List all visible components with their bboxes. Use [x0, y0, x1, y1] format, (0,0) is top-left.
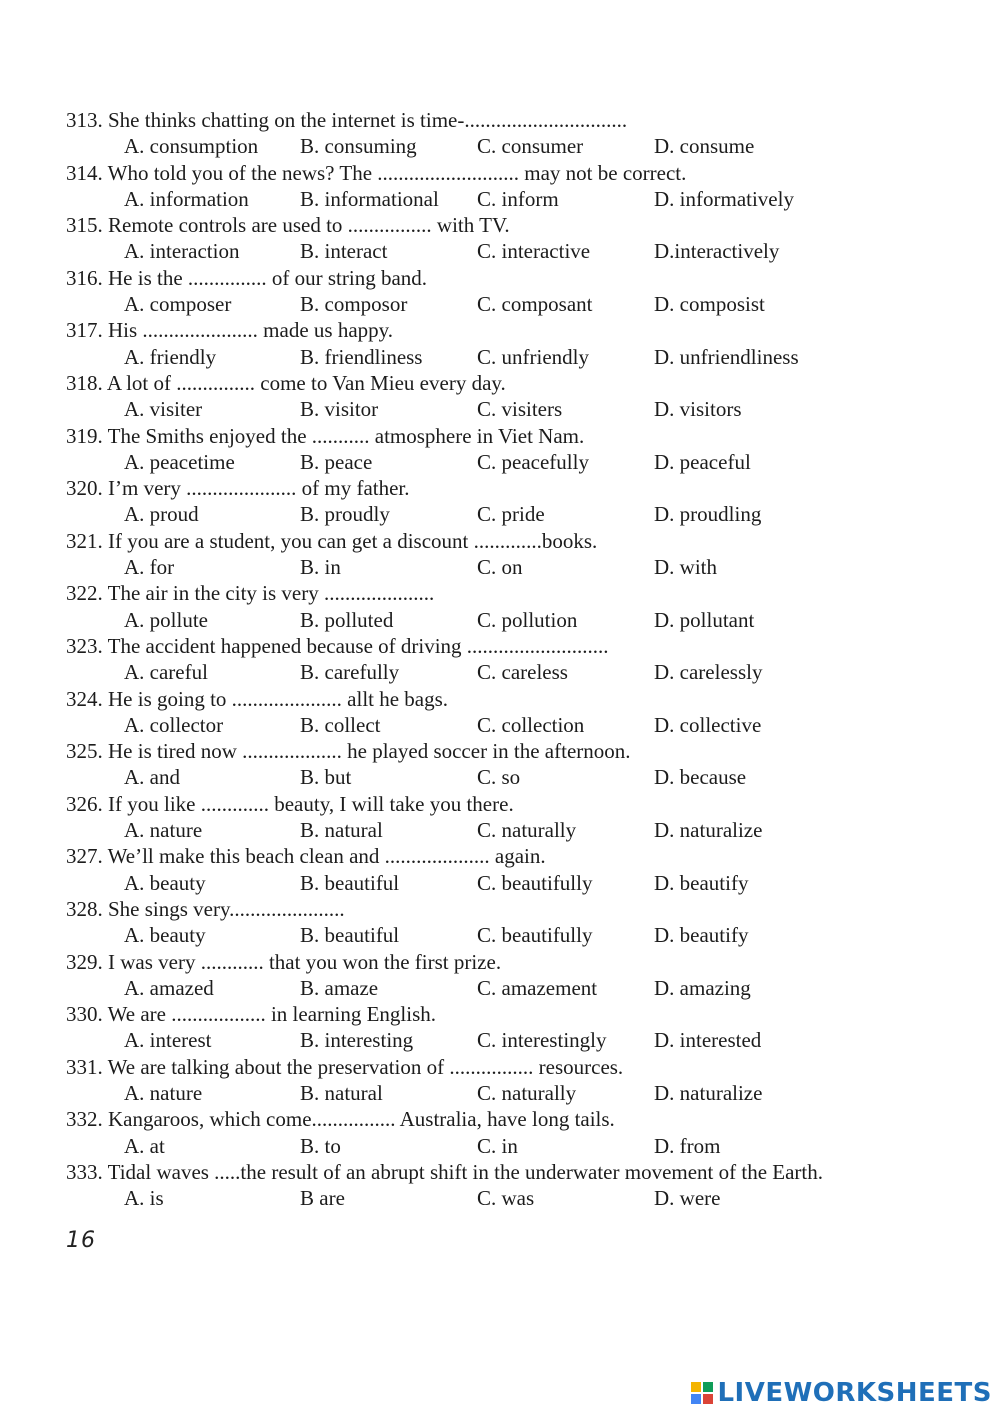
options-row — [0, 1185, 1000, 1211]
question-317 — [0, 317, 1000, 370]
option-b: B. to — [300, 1133, 341, 1158]
option-a: A. proud — [124, 502, 199, 527]
options-row — [0, 396, 1000, 422]
brand-watermark — [691, 1375, 992, 1411]
option-a: A. consumption — [124, 134, 259, 159]
question-number: 326. — [66, 791, 103, 816]
option-c: C. so — [477, 765, 521, 790]
question-stem — [0, 843, 1000, 869]
option-d: D. beautify — [654, 870, 749, 895]
question-333 — [0, 1159, 1000, 1212]
question-stem — [0, 475, 1000, 501]
options-row — [0, 449, 1000, 475]
option-d: D. peaceful — [654, 449, 751, 474]
options-row — [0, 1027, 1000, 1053]
question-326 — [0, 791, 1000, 844]
option-b: B. but — [300, 765, 352, 790]
question-331 — [0, 1054, 1000, 1107]
question-number: 328. — [66, 896, 103, 921]
option-d: D. composist — [654, 292, 765, 317]
option-b: B. polluted — [300, 607, 394, 632]
option-b: B. interact — [300, 239, 388, 264]
question-text: Kangaroos, which come................ Australia, have long tails. — [108, 1107, 615, 1132]
options-row — [0, 238, 1000, 264]
question-number: 331. — [66, 1054, 103, 1079]
option-a: A. pollute — [124, 607, 208, 632]
options-row — [0, 659, 1000, 685]
option-b: B. informational — [300, 186, 439, 211]
option-a: A. information — [124, 186, 249, 211]
question-number: 316. — [66, 265, 103, 290]
option-d: D.interactively — [654, 239, 780, 264]
question-text: Remote controls are used to ................ with TV. — [108, 213, 510, 238]
question-number: 324. — [66, 686, 103, 711]
option-d: D. proudling — [654, 502, 762, 527]
question-329 — [0, 949, 1000, 1002]
options-row — [0, 291, 1000, 317]
question-321 — [0, 528, 1000, 581]
question-number: 313. — [66, 108, 103, 132]
question-number: 330. — [66, 1002, 103, 1027]
options-row — [0, 975, 1000, 1001]
option-a: A. is — [124, 1186, 164, 1211]
question-stem — [0, 1106, 1000, 1132]
question-text: He is going to ..................... allt he bags. — [108, 686, 449, 711]
option-d: D. visitors — [654, 397, 742, 422]
option-b: B. collect — [300, 712, 381, 737]
question-number: 325. — [66, 739, 103, 764]
option-c: C. unfriendly — [477, 344, 589, 369]
options-row — [0, 133, 1000, 159]
question-stem — [0, 791, 1000, 817]
question-number: 315. — [66, 213, 103, 238]
option-d: D. naturalize — [654, 818, 763, 843]
question-number: 319. — [66, 423, 103, 448]
option-b: B. consuming — [300, 134, 417, 159]
option-a: A. for — [124, 555, 175, 580]
brand-name: LIVEWORKSHEETS — [717, 1378, 992, 1408]
question-stem — [0, 633, 1000, 659]
option-a: A. interaction — [124, 239, 240, 264]
question-text: We are talking about the preservation of ................ resources. — [107, 1054, 624, 1079]
option-d: D. from — [654, 1133, 721, 1158]
options-row — [0, 501, 1000, 527]
question-text: He is the ............... of our string band. — [108, 265, 428, 290]
option-d: D. pollutant — [654, 607, 755, 632]
question-318 — [0, 370, 1000, 423]
question-text: She thinks chatting on the internet is time-............................... — [108, 108, 628, 132]
options-row — [0, 554, 1000, 580]
question-text: The Smiths enjoyed the ........... atmosphere in Viet Nam. — [107, 423, 585, 448]
option-a: A. beauty — [124, 923, 206, 948]
question-323 — [0, 633, 1000, 686]
question-stem — [0, 212, 1000, 238]
option-b: B. natural — [300, 818, 383, 843]
option-d: D. interested — [654, 1028, 762, 1053]
question-324 — [0, 686, 1000, 739]
question-stem — [0, 107, 1000, 133]
option-d: D. amazing — [654, 975, 751, 1000]
option-d: D. consume — [654, 134, 755, 159]
liveworksheets-logo-icon — [691, 1382, 713, 1404]
option-a: A. peacetime — [124, 449, 235, 474]
question-number: 320. — [66, 476, 103, 501]
options-row — [0, 1133, 1000, 1159]
option-a: A. and — [124, 765, 180, 790]
option-a: A. composer — [124, 292, 232, 317]
option-d: D. with — [654, 555, 717, 580]
option-d: D. informatively — [654, 186, 794, 211]
option-d: D. unfriendliness — [654, 344, 799, 369]
question-text: The accident happened because of driving ........................... — [107, 633, 609, 658]
options-row — [0, 817, 1000, 843]
option-a: A. interest — [124, 1028, 212, 1053]
question-322 — [0, 580, 1000, 633]
option-a: A. nature — [124, 1080, 203, 1105]
option-b: B. interesting — [300, 1028, 414, 1053]
option-a: A. beauty — [124, 870, 206, 895]
option-c: C. beautifully — [477, 870, 593, 895]
question-stem — [0, 896, 1000, 922]
question-325 — [0, 738, 1000, 791]
question-stem — [0, 528, 1000, 554]
question-327 — [0, 843, 1000, 896]
option-a: A. friendly — [124, 344, 217, 369]
question-314 — [0, 160, 1000, 213]
option-b: B. in — [300, 555, 341, 580]
option-b: B. visitor — [300, 397, 379, 422]
question-stem — [0, 265, 1000, 291]
option-b: B. amaze — [300, 975, 379, 1000]
question-319 — [0, 423, 1000, 476]
option-d: D. carelessly — [654, 660, 763, 685]
question-320 — [0, 475, 1000, 528]
page-number: 16 — [66, 1228, 96, 1253]
question-number: 329. — [66, 949, 103, 974]
question-stem — [0, 370, 1000, 396]
option-c: C. composant — [477, 292, 593, 317]
option-a: A. at — [124, 1133, 165, 1158]
option-c: C. collection — [477, 712, 585, 737]
question-text: She sings very...................... — [108, 896, 345, 921]
option-c: C. interestingly — [477, 1028, 607, 1053]
options-row — [0, 922, 1000, 948]
option-b: B. peace — [300, 449, 373, 474]
question-stem — [0, 1159, 1000, 1185]
question-stem — [0, 738, 1000, 764]
question-number: 322. — [66, 581, 103, 606]
option-b: B are — [300, 1186, 345, 1211]
option-c: C. peacefully — [477, 449, 589, 474]
question-text: He is tired now ................... he played soccer in the afternoon. — [108, 739, 631, 764]
option-c: C. amazement — [477, 975, 598, 1000]
question-text: His ...................... made us happy. — [108, 318, 394, 343]
option-c: C. naturally — [477, 1080, 577, 1105]
question-text: I’m very ..................... of my father. — [108, 476, 410, 501]
question-stem — [0, 423, 1000, 449]
question-number: 333. — [66, 1159, 103, 1184]
option-a: A. amazed — [124, 975, 214, 1000]
question-text: I was very ............ that you won the first prize. — [108, 949, 502, 974]
option-b: B. beautiful — [300, 870, 400, 895]
question-number: 314. — [66, 160, 103, 185]
option-d: D. were — [654, 1186, 721, 1211]
option-c: C. interactive — [477, 239, 591, 264]
question-stem — [0, 580, 1000, 606]
question-number: 332. — [66, 1107, 103, 1132]
options-row — [0, 764, 1000, 790]
question-316 — [0, 265, 1000, 318]
worksheet — [0, 107, 1000, 1211]
option-c: C. pride — [477, 502, 545, 527]
option-d: D. because — [654, 765, 747, 790]
option-c: C. naturally — [477, 818, 577, 843]
question-text: We’ll make this beach clean and .................... again. — [107, 844, 546, 869]
option-c: C. consumer — [477, 134, 584, 159]
options-row — [0, 870, 1000, 896]
option-b: B. proudly — [300, 502, 390, 527]
option-b: B. composor — [300, 292, 408, 317]
question-330 — [0, 1001, 1000, 1054]
question-stem — [0, 1001, 1000, 1027]
options-row — [0, 186, 1000, 212]
option-c: C. careless — [477, 660, 568, 685]
question-number: 318. — [66, 370, 103, 395]
option-c: C. inform — [477, 186, 559, 211]
option-c: C. in — [477, 1133, 518, 1158]
question-stem — [0, 317, 1000, 343]
question-number: 323. — [66, 633, 103, 658]
question-332 — [0, 1106, 1000, 1159]
question-text: The air in the city is very ..................... — [107, 581, 435, 606]
question-text: A lot of ............... come to Van Mieu every day. — [106, 370, 506, 395]
question-text: Tidal waves .....the result of an abrupt shift in the underwater movement of the Earth. — [107, 1159, 823, 1184]
option-c: C. on — [477, 555, 523, 580]
question-number: 321. — [66, 528, 103, 553]
options-row — [0, 344, 1000, 370]
option-c: C. pollution — [477, 607, 578, 632]
question-text: Who told you of the news? The ........................... may not be correct. — [107, 160, 687, 185]
option-b: B. friendliness — [300, 344, 423, 369]
question-number: 317. — [66, 318, 103, 343]
question-313 — [0, 107, 1000, 160]
option-d: D. collective — [654, 712, 762, 737]
question-stem — [0, 686, 1000, 712]
option-b: B. carefully — [300, 660, 400, 685]
question-text: If you are a student, you can get a discount .............books. — [108, 528, 598, 553]
options-row — [0, 607, 1000, 633]
option-d: D. beautify — [654, 923, 749, 948]
question-315 — [0, 212, 1000, 265]
option-a: A. visiter — [124, 397, 203, 422]
question-text: We are .................. in learning English. — [107, 1002, 437, 1027]
question-stem — [0, 160, 1000, 186]
options-row — [0, 712, 1000, 738]
option-a: A. collector — [124, 712, 224, 737]
question-stem — [0, 1054, 1000, 1080]
options-row — [0, 1080, 1000, 1106]
question-number: 327. — [66, 844, 103, 869]
option-b: B. natural — [300, 1080, 383, 1105]
option-c: C. visiters — [477, 397, 563, 422]
option-d: D. naturalize — [654, 1080, 763, 1105]
option-b: B. beautiful — [300, 923, 400, 948]
option-c: C. beautifully — [477, 923, 593, 948]
question-328 — [0, 896, 1000, 949]
option-a: A. nature — [124, 818, 203, 843]
option-a: A. careful — [124, 660, 208, 685]
question-text: If you like ............. beauty, I will take you there. — [108, 791, 514, 816]
question-stem — [0, 949, 1000, 975]
option-c: C. was — [477, 1186, 535, 1211]
